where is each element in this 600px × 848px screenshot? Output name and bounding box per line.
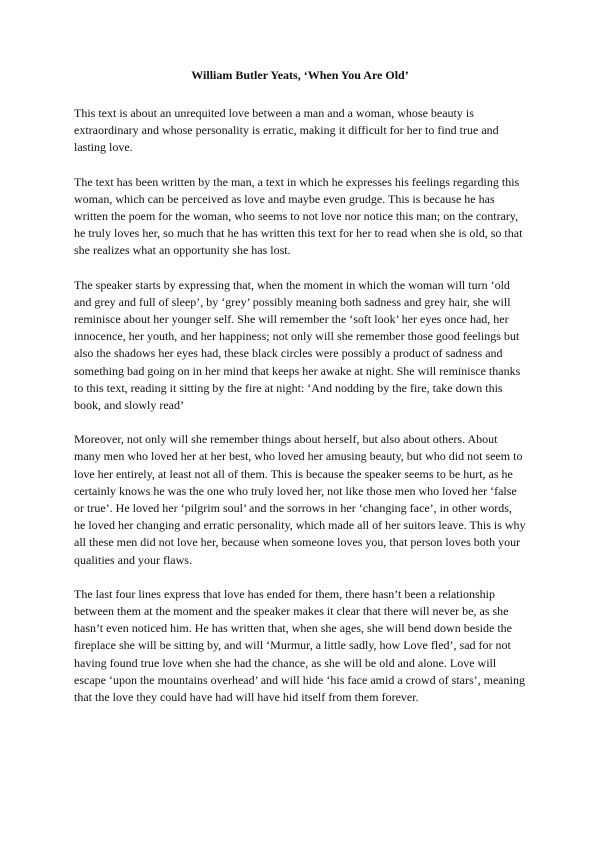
document-title: William Butler Yeats, ‘When You Are Old’ bbox=[191, 68, 409, 82]
paragraph-2: The text has been written by the man, a text in which he expresses his feelings regarding this woman, which can be perceived as love and maybe even grudge. This is because he has written the poem for the woman, who seems to not love nor notice this man; on the contrary, he truly loves her, so much that he has written this text for her to read when she is old, so that she realizes what an opportunity she has lost. bbox=[74, 174, 523, 258]
paragraph-3: The speaker starts by expressing that, when the moment in which the woman will turn ‘old and grey and full of sleep’, by ‘grey’ possibly meaning both sadness and grey hair, she will reminisce about her younger self. She will remember the ‘soft look’ her eyes once had, her innocence, her youth, and her happiness; not only will she remember those good feelings but also the shadows her eyes had, these black circles were possibly a product of sadness and something bad going on in her mind that keeps her awake at night. She will reminisce thanks to this text, reading it sitting by the fire at night: ‘And nodding by the fire, take down this book, and slowly read’ bbox=[74, 277, 521, 413]
paragraph-5: The last four lines express that love has ended for them, there hasn’t been a relationship between them at the moment and the speaker makes it clear that there will never be, as she hasn’t even noticed him. He has written that, when she ages, she will bend down beside the fireplace she will be sitting by, and will ‘Murmur, a little sadly, how Love fled’, sad for not having found true love when she had the chance, as she will be old and alone. Love will escape ‘upon the mountains overhead’ and will hide ‘his face amid a crowd of stars’, meaning that the love they could have had will have hid itself from them forever. bbox=[74, 586, 525, 705]
paragraph-1: This text is about an unrequited love between a man and a woman, whose beauty is extraordinary and whose personality is erratic, making it difficult for her to find true and lasting love. bbox=[74, 106, 499, 155]
paragraph-4: Moreover, not only will she remember things about herself, but also about others. About many men who loved her at her best, who loved her amusing beauty, but who did not seem to love her entirely, at least not all of them. This is because the speaker seems to be hurt, as he certainly knows he was the one who truly loved her, not like those men who loved her ‘false or true’. He loved her ‘pilgrim soul’ and the sorrows in her ‘changing face’, in other words, he loved her changing and erratic personality, which made all of her suitors leave. This is why all these men did not love her, because when someone loves you, that person loves both your qualities and your flaws. bbox=[74, 432, 526, 567]
